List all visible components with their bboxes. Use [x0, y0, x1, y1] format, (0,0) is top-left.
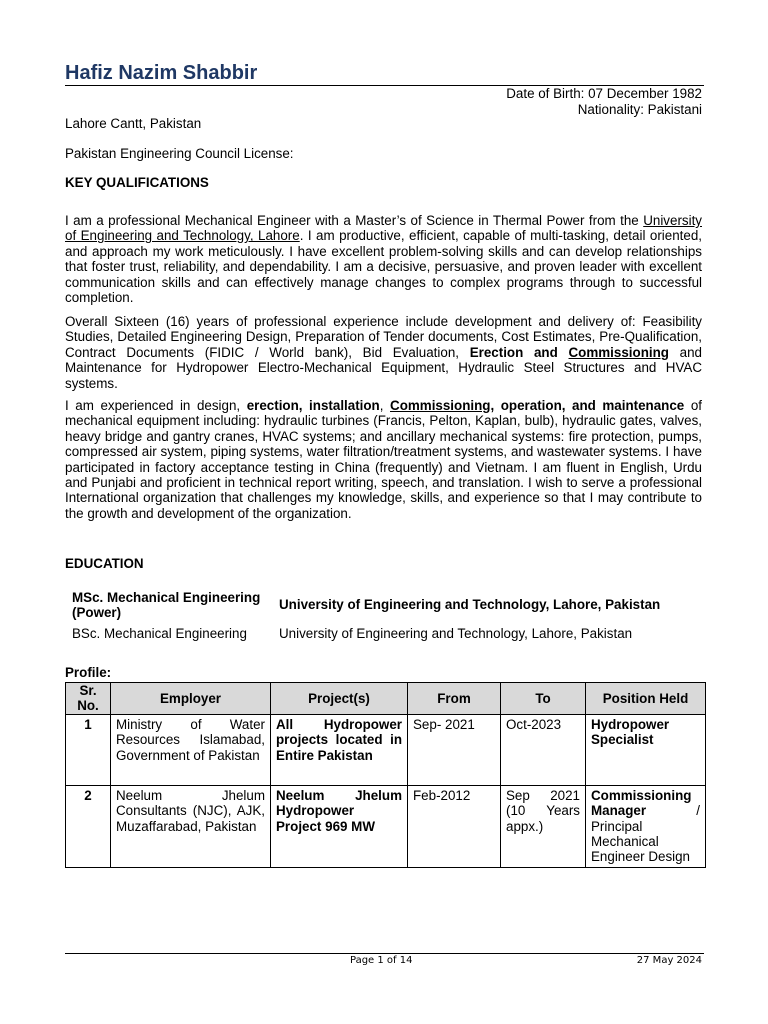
to-date: Sep 2021 (10 Years appx.) [501, 785, 586, 867]
nationality: Nationality: Pakistani [577, 101, 702, 117]
col-from: From [408, 683, 501, 715]
key-qualifications-heading: KEY QUALIFICATIONS [65, 175, 209, 190]
profile-header-row [66, 683, 706, 715]
degree: MSc. Mechanical Engineering (Power) [72, 589, 261, 620]
qualification-paragraph-3: I am experienced in design, erection, installation, Commissioning, operation, and maintenance of mechanical equipment including: hydraulic turbines (Francis, Pelton, Kaplan, bulb), hydraulic gates, valves, heavy bridge and gantry cranes, HVAC systems; and ancillary mechanical systems: fire protection, pumps, compressed air system, piping systems, water filtration/treatment systems, and wastewater systems. I have participated in factory acceptance testing in China (frequently) and Vietnam. I am fluent in English, Urdu and Punjabi and proficient in technical report writing, speech, and translation. I wish to serve a professional International organization that challenges my knowledge, skills, and experience so that I may contribute to the growth and development of the organization. [65, 398, 702, 521]
to-date: Oct-2023 [501, 714, 586, 785]
col-sr-no: Sr. No. [66, 683, 111, 715]
education-row [65, 586, 704, 623]
table-row [66, 785, 706, 867]
education-row [65, 623, 704, 644]
from-date: Feb-2012 [408, 785, 501, 867]
table-row [66, 714, 706, 785]
col-employer: Employer [111, 683, 271, 715]
degree: BSc. Mechanical Engineering [72, 626, 247, 641]
employer: Neelum Jhelum Consultants (NJC), AJK, Muzaffarabad, Pakistan [111, 785, 271, 867]
position-held: Commissioning Manager / Principal Mechanical Engineer Design [586, 785, 706, 867]
institution: University of Engineering and Technology, Lahore, Pakistan [279, 626, 633, 641]
project: Neelum Jhelum Hydropower Project 969 MW [271, 785, 408, 867]
col-projects: Project(s) [271, 683, 408, 715]
qualification-paragraph-2: Overall Sixteen (16) years of professional experience include development and delivery of: Feasibility Studies, Detailed Engineering Design, Preparation of Tender documents, Cost Estimates, Pre-Qualification, Contract Documents (FIDIC / World bank), Bid Evaluation, Erection and Commissioning and Maintenance for Hydropower Electro-Mechanical Equipment, Hydraulic Steel Structures and HVAC systems. [65, 314, 703, 391]
license-line: Pakistan Engineering Council License: [65, 146, 294, 161]
university-link[interactable]: University of Engineering and Technology, Lahore [65, 213, 702, 244]
sr-no: 2 [66, 785, 111, 867]
footer-date: 27 May 2024 [636, 955, 702, 966]
from-date: Sep- 2021 [408, 714, 501, 785]
qualification-paragraph-1: I am a professional Mechanical Engineer with a Master’s of Science in Thermal Power from the University of Engineering and Technology, Lahore. I am productive, efficient, capable of multi-tasking, detail oriented, and approach my work meticulously. I have excellent problem-solving skills and can develop relationships that foster trust, reliability, and dependability. I am a decisive, persuasive, and proven leader with excellent communication skills and can effectively manage changes to complex programs through to successful completion. [65, 213, 702, 306]
address: Lahore Cantt, Pakistan [65, 116, 202, 131]
position-held: Hydropower Specialist [586, 714, 706, 785]
col-to: To [501, 683, 586, 715]
page-number: Page 1 of 14 [350, 955, 413, 966]
footer-divider [65, 953, 704, 954]
sr-no: 1 [66, 714, 111, 785]
education-heading: EDUCATION [65, 556, 144, 571]
personal-details [506, 86, 702, 117]
profile-heading: Profile: [65, 665, 112, 680]
institution: University of Engineering and Technology, Lahore, Pakistan [279, 597, 661, 612]
education-table [65, 586, 704, 644]
profile-table [65, 682, 706, 868]
col-position: Position Held [586, 683, 706, 715]
candidate-name: Hafiz Nazim Shabbir [65, 62, 258, 84]
employer: Ministry of Water Resources Islamabad, Government of Pakistan [111, 714, 271, 785]
date-of-birth: Date of Birth: 07 December 1982 [506, 86, 702, 101]
project: All Hydropower projects located in Entire Pakistan [271, 714, 408, 785]
